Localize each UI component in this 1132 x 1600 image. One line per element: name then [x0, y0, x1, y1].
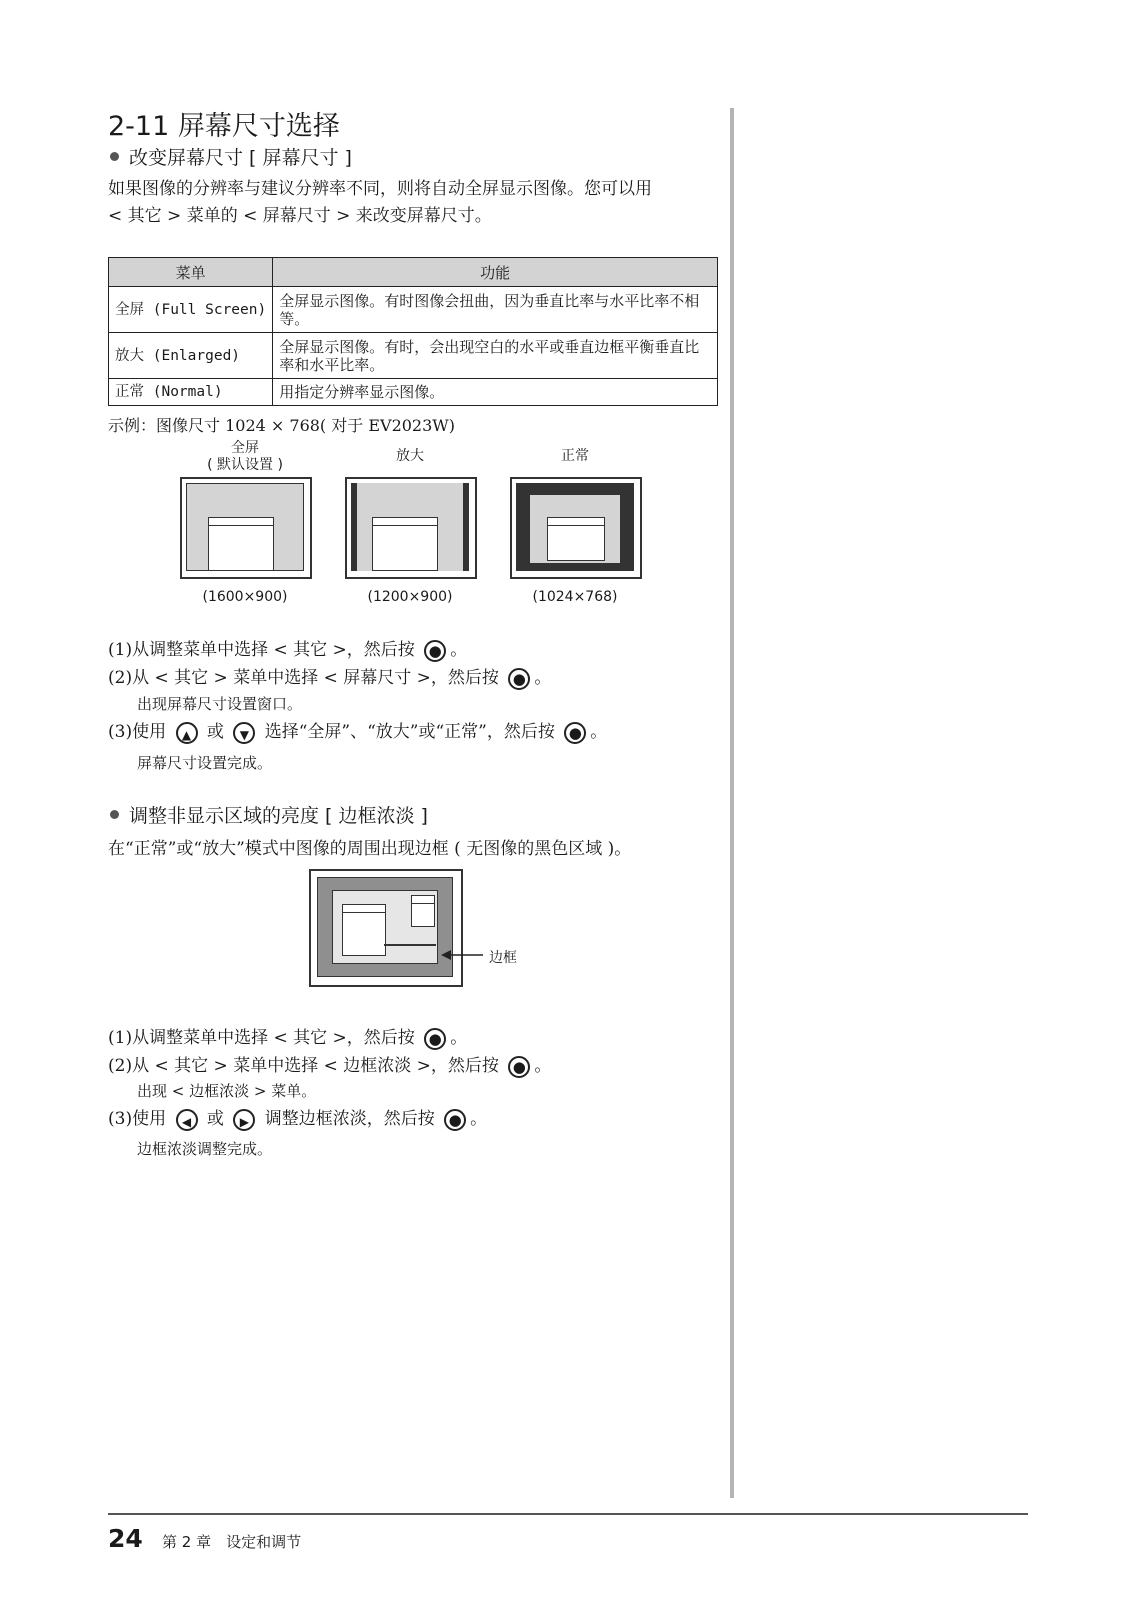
figure-label-line: ( 默认设置 ) — [207, 457, 283, 473]
figure-resolution-enlarged: (1200×900) — [367, 589, 453, 605]
image-window-small — [411, 895, 435, 927]
chapter-label: 第 2 章 设定和调节 — [162, 1533, 302, 1551]
step-text: 从 < 其它 > 菜单中选择 < 边框浓淡 >，然后按 — [132, 1056, 499, 1076]
table-header-menu: 菜单 — [109, 258, 273, 287]
table-row — [109, 287, 718, 333]
step-note: 出现屏幕尺寸设置窗口。 — [137, 695, 303, 713]
step-number: (1) — [108, 1028, 133, 1048]
table-cell-function: 全屏显示图像。有时图像会扭曲，因为垂直比率与水平比率不相等。 — [273, 287, 718, 333]
right-button-icon: ▶ — [233, 1109, 255, 1131]
step-note: 屏幕尺寸设置完成。 — [137, 754, 273, 772]
enter-button-icon: ● — [424, 1028, 446, 1050]
step-text: 使用 — [132, 722, 167, 742]
step-note: 边框浓淡调整完成。 — [137, 1140, 273, 1158]
figure-resolution-normal: (1024×768) — [532, 589, 618, 605]
step-1 — [108, 635, 467, 662]
table-cell-menu: 放大 (Enlarged) — [109, 333, 273, 379]
enter-button-icon: ● — [444, 1109, 466, 1131]
step-text: 从调整菜单中选择 < 其它 >，然后按 — [132, 1028, 415, 1048]
step-3 — [108, 717, 607, 744]
step-3 — [108, 1104, 487, 1131]
step-2 — [108, 663, 551, 690]
table-cell-function: 用指定分辨率显示图像。 — [273, 379, 718, 406]
step-text-end: 。 — [534, 1056, 552, 1076]
step-number: (1) — [108, 640, 133, 660]
enter-button-icon: ● — [508, 1056, 530, 1078]
figure-label-enlarged: 放大 — [396, 448, 424, 464]
step-text: 从调整菜单中选择 < 其它 >，然后按 — [132, 640, 415, 660]
arrow-left-icon — [441, 948, 485, 962]
monitor-fullscreen-diagram — [180, 477, 312, 579]
monitor-border-diagram — [309, 869, 463, 987]
figure-label-fullscreen — [180, 440, 310, 474]
image-window — [547, 517, 605, 561]
monitor-normal-diagram — [510, 477, 642, 579]
page-number: 24 — [108, 1524, 143, 1553]
enter-button-icon: ● — [508, 668, 530, 690]
image-window — [372, 517, 438, 571]
column-divider — [730, 108, 734, 1498]
step-text: 使用 — [132, 1109, 167, 1129]
enter-button-icon: ● — [424, 640, 446, 662]
table-header-function: 功能 — [273, 258, 718, 287]
section-heading-border — [110, 801, 428, 828]
step-text: 选择“全屏”、“放大”或“正常”，然后按 — [264, 722, 555, 742]
bullet-icon — [110, 152, 119, 161]
up-button-icon: ▲ — [176, 722, 198, 744]
figure-label-line: 全屏 — [231, 440, 259, 456]
table-header-row — [109, 258, 718, 287]
table-cell-function: 全屏显示图像。有时，会出现空白的水平或垂直边框平衡垂直比率和水平比率。 — [273, 333, 718, 379]
step-text-end: 。 — [534, 668, 552, 688]
section-heading-screen-size — [110, 143, 352, 170]
step-number: (3) — [108, 722, 133, 742]
figure-resolution-fullscreen: (1600×900) — [202, 589, 288, 605]
step-text: 调整边框浓淡，然后按 — [264, 1109, 435, 1129]
image-window — [342, 904, 386, 956]
enter-button-icon: ● — [564, 722, 586, 744]
step-text: 或 — [206, 1109, 224, 1129]
step-text-end: 。 — [470, 1109, 488, 1129]
monitor-enlarged-diagram — [345, 477, 477, 579]
step-2 — [108, 1051, 551, 1078]
section-heading-text: 改变屏幕尺寸 [ 屏幕尺寸 ] — [129, 147, 352, 169]
intro-line-1: 如果图像的分辨率与建议分辨率不同，则将自动全屏显示图像。您可以用 — [108, 179, 652, 199]
table-row — [109, 379, 718, 406]
step-note: 出现 < 边框浓淡 > 菜单。 — [137, 1082, 317, 1100]
step-number: (3) — [108, 1109, 133, 1129]
step-1 — [108, 1023, 467, 1050]
step-text: 或 — [206, 722, 224, 742]
example-label: 示例：图像尺寸 1024 × 768( 对于 EV2023W) — [108, 416, 455, 435]
intro-paragraph — [108, 176, 728, 230]
bullet-icon — [110, 810, 119, 819]
left-button-icon: ◀ — [176, 1109, 198, 1131]
down-button-icon: ▼ — [233, 722, 255, 744]
table-cell-menu: 正常 (Normal) — [109, 379, 273, 406]
border-intro: 在“正常”或“放大”模式中图像的周围出现边框 ( 无图像的黑色区域 )。 — [108, 839, 632, 859]
table-row — [109, 333, 718, 379]
step-text-end: 。 — [450, 1028, 468, 1048]
step-number: (2) — [108, 668, 133, 688]
border-label: 边框 — [489, 950, 517, 966]
figure-label-normal: 正常 — [561, 448, 589, 464]
table-cell-menu: 全屏 (Full Screen) — [109, 287, 273, 333]
step-number: (2) — [108, 1056, 133, 1076]
section-heading-text: 调整非显示区域的亮度 [ 边框浓淡 ] — [129, 805, 428, 827]
step-text-end: 。 — [450, 640, 468, 660]
screen-size-table — [108, 257, 718, 406]
intro-line-2: < 其它 > 菜单的 < 屏幕尺寸 > 来改变屏幕尺寸。 — [108, 206, 492, 226]
window-edge-line — [384, 944, 436, 946]
footer-rule — [108, 1513, 1028, 1515]
image-window — [208, 517, 274, 571]
step-text-end: 。 — [590, 722, 608, 742]
page-title: 2-11 屏幕尺寸选择 — [108, 111, 340, 142]
step-text: 从 < 其它 > 菜单中选择 < 屏幕尺寸 >，然后按 — [132, 668, 499, 688]
